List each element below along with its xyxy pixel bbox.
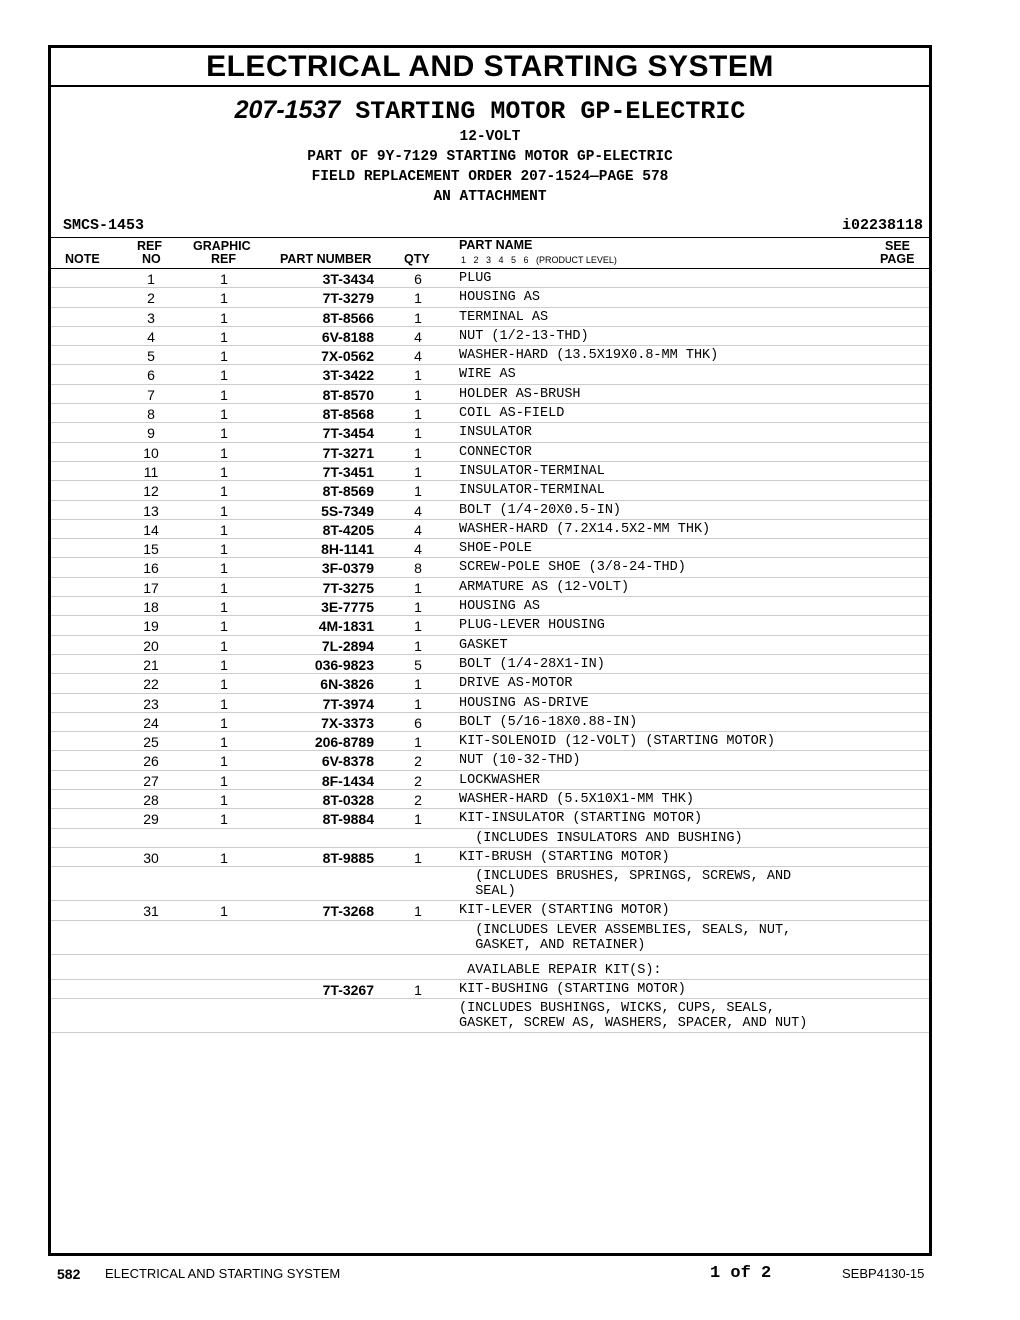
part-name: TERMINAL AS	[459, 309, 549, 325]
quantity: 1	[414, 444, 422, 461]
part-number: 8T-4205	[322, 521, 374, 538]
ref-no: 20	[143, 637, 159, 654]
quantity: 1	[414, 811, 422, 828]
table-row	[51, 848, 929, 867]
part-name: INSULATOR	[459, 425, 532, 441]
ref-no: 12	[143, 483, 159, 500]
ref-no: 2	[147, 290, 155, 307]
footer-section: ELECTRICAL AND STARTING SYSTEM	[105, 1266, 341, 1281]
quantity: 2	[414, 792, 422, 809]
quantity: 1	[414, 903, 422, 920]
graphic-ref: 1	[220, 348, 228, 365]
graphic-ref: 1	[220, 541, 228, 558]
table-row	[51, 443, 929, 462]
quantity: 1	[414, 483, 422, 500]
table-row	[51, 404, 929, 423]
part-number: 7T-3275	[322, 579, 374, 596]
quantity: 5	[414, 656, 422, 673]
header-line: AN ATTACHMENT	[433, 189, 547, 205]
graphic-ref: 1	[220, 271, 228, 287]
col-see-top: SEE	[885, 239, 911, 253]
part-name: BOLT (1/4-20X0.5-IN)	[459, 502, 622, 518]
table-row	[51, 365, 929, 384]
ref-no: 21	[143, 656, 159, 673]
smcs-code: SMCS-1453	[63, 217, 145, 234]
quantity: 1	[414, 981, 422, 998]
part-name: INSULATOR-TERMINAL	[459, 463, 605, 479]
part-number: 8T-8566	[322, 309, 374, 326]
part-name: (INCLUDES BRUSHES, SPRINGS, SCREWS, AND SEAL)	[475, 869, 792, 900]
part-name: COIL AS-FIELD	[459, 406, 565, 422]
ref-no: 19	[143, 618, 159, 635]
ref-no: 11	[143, 463, 159, 480]
quantity: 1	[414, 849, 422, 866]
part-name: WASHER-HARD (13.5X19X0.8-MM THK)	[459, 348, 719, 364]
part-number: 8T-9885	[322, 849, 374, 866]
quantity: 2	[414, 753, 422, 770]
document-number: SEBP4130-15	[842, 1266, 925, 1281]
graphic-ref: 1	[220, 309, 228, 326]
part-name: INSULATOR-TERMINAL	[459, 483, 605, 499]
table-row	[51, 980, 929, 999]
part-number: 3T-3434	[322, 271, 374, 287]
table-row	[51, 694, 929, 713]
ref-no: 4	[147, 328, 155, 345]
quantity: 1	[414, 599, 422, 616]
graphic-ref: 1	[220, 328, 228, 345]
graphic-ref: 1	[220, 483, 228, 500]
part-name: GASKET	[459, 637, 508, 653]
ref-no: 14	[143, 521, 159, 538]
page-number: 582	[57, 1266, 81, 1282]
col-part-name: PART NAME	[459, 238, 533, 252]
illustration-id: i02238118	[841, 217, 923, 234]
table-row	[51, 829, 929, 848]
part-name: HOLDER AS-BRUSH	[459, 386, 581, 402]
part-name: ARMATURE AS (12-VOLT)	[459, 579, 630, 595]
graphic-ref: 1	[220, 772, 228, 789]
part-name: WASHER-HARD (7.2X14.5X2-MM THK)	[459, 521, 711, 537]
graphic-ref: 1	[220, 695, 228, 712]
quantity: 6	[414, 714, 422, 731]
graphic-ref: 1	[220, 656, 228, 673]
section-title: ELECTRICAL AND STARTING SYSTEM	[51, 48, 929, 87]
quantity: 1	[414, 425, 422, 442]
col-ref-bottom: NO	[142, 252, 161, 266]
table-row	[51, 423, 929, 442]
part-name: HOUSING AS	[459, 599, 541, 615]
ref-no: 3	[147, 309, 155, 326]
part-name: WIRE AS	[459, 367, 516, 383]
sheet-indicator: 1 of 2	[710, 1264, 772, 1283]
table-row	[51, 385, 929, 404]
ref-no: 22	[143, 676, 159, 693]
header-line: PART OF 9Y-7129 STARTING MOTOR GP-ELECTRIC	[307, 149, 673, 165]
graphic-ref: 1	[220, 579, 228, 596]
graphic-ref: 1	[220, 618, 228, 635]
quantity: 1	[414, 406, 422, 423]
quantity: 1	[414, 386, 422, 403]
graphic-ref: 1	[220, 290, 228, 307]
col-graphic-top: GRAPHIC	[193, 239, 251, 253]
col-qty: QTY	[404, 252, 430, 266]
col-note: NOTE	[65, 252, 100, 266]
ref-no: 15	[143, 541, 159, 558]
part-name: KIT-BUSHING (STARTING MOTOR)	[459, 981, 686, 997]
graphic-ref: 1	[220, 849, 228, 866]
part-name: AVAILABLE REPAIR KIT(S):	[459, 962, 662, 978]
ref-no: 29	[143, 811, 159, 828]
part-name: HOUSING AS-DRIVE	[459, 695, 589, 711]
part-number: 6V-8188	[321, 328, 374, 345]
quantity: 4	[414, 348, 422, 365]
ref-no: 13	[143, 502, 159, 519]
part-name: BOLT (1/4-28X1-IN)	[459, 656, 605, 672]
quantity: 6	[414, 271, 422, 287]
table-row	[51, 809, 929, 828]
part-number: 7T-3271	[322, 444, 374, 461]
part-number: 7X-0562	[321, 348, 374, 365]
graphic-ref: 1	[220, 637, 228, 654]
ref-no: 26	[143, 753, 159, 770]
ref-no: 9	[147, 425, 155, 442]
graphic-ref: 1	[220, 599, 228, 616]
part-name: SHOE-POLE	[459, 541, 532, 557]
table-row	[51, 790, 929, 809]
table-row	[51, 539, 929, 558]
part-number: 3F-0379	[321, 560, 374, 577]
table-row	[51, 674, 929, 693]
part-name: BOLT (5/16-18X0.88-IN)	[459, 714, 638, 730]
part-number: 7T-3974	[322, 695, 374, 712]
part-number: 7X-3373	[321, 714, 374, 731]
quantity: 1	[414, 367, 422, 384]
part-number: 206-8789	[314, 734, 374, 751]
part-name: HOUSING AS	[459, 290, 541, 306]
part-number: 3E-7775	[321, 599, 374, 616]
quantity: 4	[414, 541, 422, 558]
part-name: SCREW-POLE SHOE (3/8-24-THD)	[459, 560, 686, 576]
part-number: 8T-8568	[322, 406, 374, 423]
table-row	[51, 955, 929, 980]
part-number: 7T-3267	[322, 981, 374, 998]
table-row	[51, 771, 929, 790]
part-number: 7T-3451	[322, 463, 374, 480]
graphic-ref: 1	[220, 676, 228, 693]
col-see-bottom: PAGE	[880, 252, 915, 266]
part-name: KIT-LEVER (STARTING MOTOR)	[459, 903, 670, 919]
quantity: 4	[414, 502, 422, 519]
graphic-ref: 1	[220, 502, 228, 519]
quantity: 4	[414, 328, 422, 345]
part-name: DRIVE AS-MOTOR	[459, 676, 573, 692]
quantity: 1	[414, 290, 422, 307]
table-row	[51, 578, 929, 597]
header-line: FIELD REPLACEMENT ORDER 207-1524—PAGE 578	[311, 169, 669, 185]
part-name: NUT (10-32-THD)	[459, 753, 581, 769]
part-number: 7T-3268	[322, 903, 374, 920]
table-row	[51, 481, 929, 500]
table-row	[51, 558, 929, 577]
part-name: PLUG	[459, 271, 492, 286]
graphic-ref: 1	[220, 792, 228, 809]
part-number: 7T-3454	[322, 425, 374, 442]
ref-no: 28	[143, 792, 159, 809]
table-row	[51, 751, 929, 770]
part-number: 8T-8569	[322, 483, 374, 500]
part-name: LOCKWASHER	[459, 772, 541, 788]
ref-no: 1	[147, 271, 155, 287]
graphic-ref: 1	[220, 753, 228, 770]
table-row	[51, 327, 929, 346]
graphic-ref: 1	[220, 463, 228, 480]
part-name: KIT-BRUSH (STARTING MOTOR)	[459, 849, 670, 865]
quantity: 4	[414, 521, 422, 538]
part-number: 6N-3826	[320, 676, 374, 693]
quantity: 1	[414, 309, 422, 326]
ref-no: 30	[143, 849, 159, 866]
part-number: 5S-7349	[321, 502, 374, 519]
ref-no: 8	[147, 406, 155, 423]
quantity: 1	[414, 618, 422, 635]
part-number: 8T-9884	[322, 811, 374, 828]
ref-no: 16	[143, 560, 159, 577]
graphic-ref: 1	[220, 903, 228, 920]
quantity: 1	[414, 676, 422, 693]
page-footer	[0, 1266, 1020, 1286]
smcs-row	[51, 215, 929, 237]
part-name: (INCLUDES LEVER ASSEMBLIES, SEALS, NUT, GASKET, AND RETAINER)	[475, 922, 792, 953]
table-row	[51, 999, 929, 1033]
table-row	[51, 346, 929, 365]
part-number: 8T-0328	[322, 792, 374, 809]
part-number: 7L-2894	[321, 637, 374, 654]
part-name: (INCLUDES INSULATORS AND BUSHING)	[459, 830, 743, 846]
quantity: 1	[414, 579, 422, 596]
group-title	[51, 95, 929, 127]
ref-no: 10	[143, 444, 159, 461]
table-row	[51, 636, 929, 655]
part-number: 3T-3422	[322, 367, 374, 384]
col-ref-top: REF	[137, 239, 162, 253]
table-row	[51, 308, 929, 327]
quantity: 1	[414, 463, 422, 480]
table-row	[51, 901, 929, 920]
part-number: 8F-1434	[321, 772, 374, 789]
page-frame	[48, 45, 932, 1256]
ref-no: 5	[147, 348, 155, 365]
graphic-ref: 1	[220, 367, 228, 384]
table-row	[51, 597, 929, 616]
graphic-ref: 1	[220, 714, 228, 731]
ref-no: 31	[143, 903, 159, 920]
table-row	[51, 732, 929, 751]
table-row	[51, 921, 929, 955]
group-part-number: 207-1537	[234, 96, 341, 124]
part-name: CONNECTOR	[459, 444, 532, 460]
ref-no: 23	[143, 695, 159, 712]
part-number: 8H-1141	[321, 541, 374, 558]
table-row	[51, 520, 929, 539]
ref-no: 7	[147, 386, 155, 403]
part-name: (INCLUDES BUSHINGS, WICKS, CUPS, SEALS, GASKET, SCREW AS, WASHERS, SPACER, AND NUT)	[459, 1000, 808, 1031]
quantity: 1	[414, 695, 422, 712]
column-headers	[51, 237, 929, 269]
table-row	[51, 713, 929, 732]
graphic-ref: 1	[220, 406, 228, 423]
graphic-ref: 1	[220, 386, 228, 403]
part-name: NUT (1/2-13-THD)	[459, 328, 589, 344]
ref-no: 27	[143, 772, 159, 789]
table-row	[51, 462, 929, 481]
quantity: 1	[414, 637, 422, 654]
ref-no: 25	[143, 734, 159, 751]
table-row	[51, 655, 929, 674]
quantity: 2	[414, 772, 422, 789]
table-row	[51, 501, 929, 520]
col-product-levels: 1 2 3 4 5 6 (PRODUCT LEVEL)	[461, 255, 617, 265]
graphic-ref: 1	[220, 560, 228, 577]
graphic-ref: 1	[220, 734, 228, 751]
col-part-number: PART NUMBER	[280, 252, 372, 266]
part-number: 8T-8570	[322, 386, 374, 403]
table-row	[51, 867, 929, 901]
col-graphic-bottom: REF	[211, 252, 236, 266]
quantity: 1	[414, 734, 422, 751]
ref-no: 18	[143, 599, 159, 616]
header-line: 12-VOLT	[459, 129, 521, 145]
table-row	[51, 269, 929, 288]
table-row	[51, 616, 929, 635]
part-name: KIT-INSULATOR (STARTING MOTOR)	[459, 811, 703, 827]
ref-no: 6	[147, 367, 155, 384]
ref-no: 17	[143, 579, 159, 596]
graphic-ref: 1	[220, 444, 228, 461]
graphic-ref: 1	[220, 425, 228, 442]
part-name: WASHER-HARD (5.5X10X1-MM THK)	[459, 792, 694, 808]
part-number: 036-9823	[314, 656, 374, 673]
graphic-ref: 1	[220, 521, 228, 538]
quantity: 8	[414, 560, 422, 577]
ref-no: 24	[143, 714, 159, 731]
group-name: STARTING MOTOR GP-ELECTRIC	[355, 97, 746, 126]
graphic-ref: 1	[220, 811, 228, 828]
part-number: 4M-1831	[318, 618, 374, 635]
part-name: PLUG-LEVER HOUSING	[459, 618, 605, 634]
part-name: KIT-SOLENOID (12-VOLT) (STARTING MOTOR)	[459, 734, 775, 750]
part-number: 7T-3279	[322, 290, 374, 307]
parts-table	[51, 269, 929, 1033]
table-row	[51, 288, 929, 307]
part-number: 6V-8378	[321, 753, 374, 770]
